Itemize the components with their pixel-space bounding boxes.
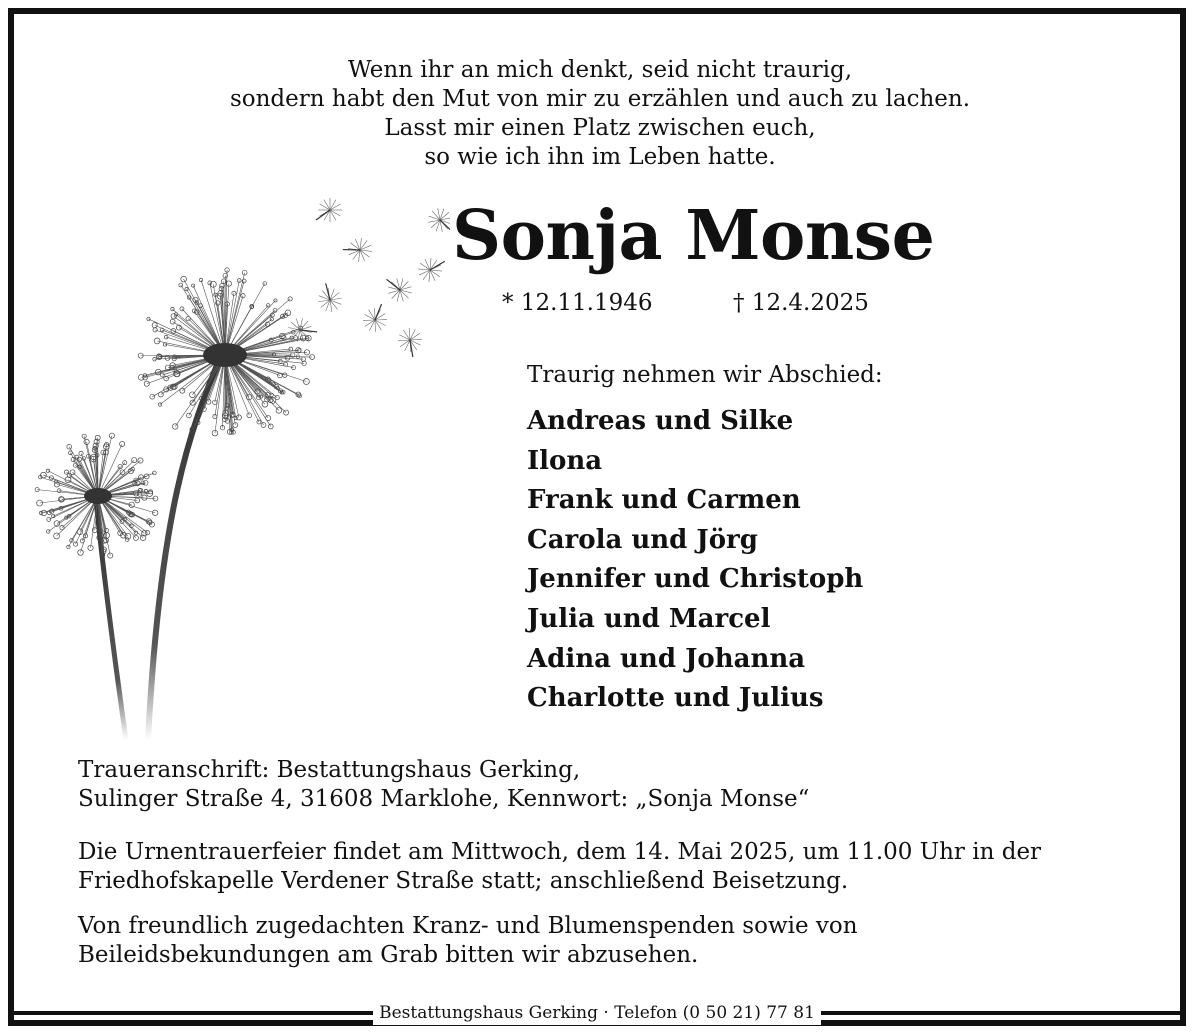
footer-text: Bestattungshaus Gerking · Telefon (0 50 21) 77 81 <box>373 1001 821 1025</box>
mourner-item: Julia und Marcel <box>527 603 771 634</box>
ceremony-line: Die Urnentrauerfeier findet am Mittwoch, dem 14. Mai 2025, um 11.00 Uhr in der <box>78 839 1042 865</box>
footer-rule-left <box>14 1011 373 1015</box>
poem-line: Wenn ihr an mich denkt, seid nicht traurig, <box>347 57 853 83</box>
mourner-item: Ilona <box>527 445 603 476</box>
ceremony-line: Friedhofskapelle Verdener Straße statt; anschließend Beisetzung. <box>78 868 849 894</box>
poem-line: so wie ich ihn im Leben hatte. <box>424 144 776 170</box>
farewell-intro: Traurig nehmen wir Abschied: <box>527 362 883 388</box>
mourner-item: Adina und Johanna <box>527 643 806 674</box>
request-line: Von freundlich zugedachten Kranz- und Blumenspenden sowie von <box>78 913 858 939</box>
address-line: Traueranschrift: Bestattungshaus Gerking, <box>78 757 581 783</box>
ceremony-info <box>78 838 1041 896</box>
poem-line: Lasst mir einen Platz zwischen euch, <box>384 115 816 141</box>
footer-rule-right <box>821 1011 1180 1015</box>
birth-date: * 12.11.1946 <box>502 290 653 316</box>
mourner-item: Andreas und Silke <box>527 406 794 436</box>
footer <box>14 1000 1180 1026</box>
death-date: † 12.4.2025 <box>733 290 869 316</box>
mourner-item: Carola und Jörg <box>527 524 758 555</box>
deceased-name: Sonja Monse <box>452 196 935 276</box>
request-line: Beileidsbekundungen am Grab bitten wir abzusehen. <box>78 942 699 968</box>
mourner-list <box>527 402 863 719</box>
dandelion-icon <box>30 180 450 740</box>
mourner-item: Jennifer und Christoph <box>527 564 864 595</box>
mourner-item: Charlotte und Julius <box>527 683 824 714</box>
address-line: Sulinger Straße 4, 31608 Marklohe, Kennwort: „Sonja Monse“ <box>78 786 810 812</box>
mourning-address <box>78 756 809 814</box>
mourner-item: Frank und Carmen <box>527 485 801 516</box>
donation-request <box>78 912 858 970</box>
poem <box>0 56 1200 172</box>
poem-line: sondern habt den Mut von mir zu erzählen und auch zu lachen. <box>229 86 971 112</box>
